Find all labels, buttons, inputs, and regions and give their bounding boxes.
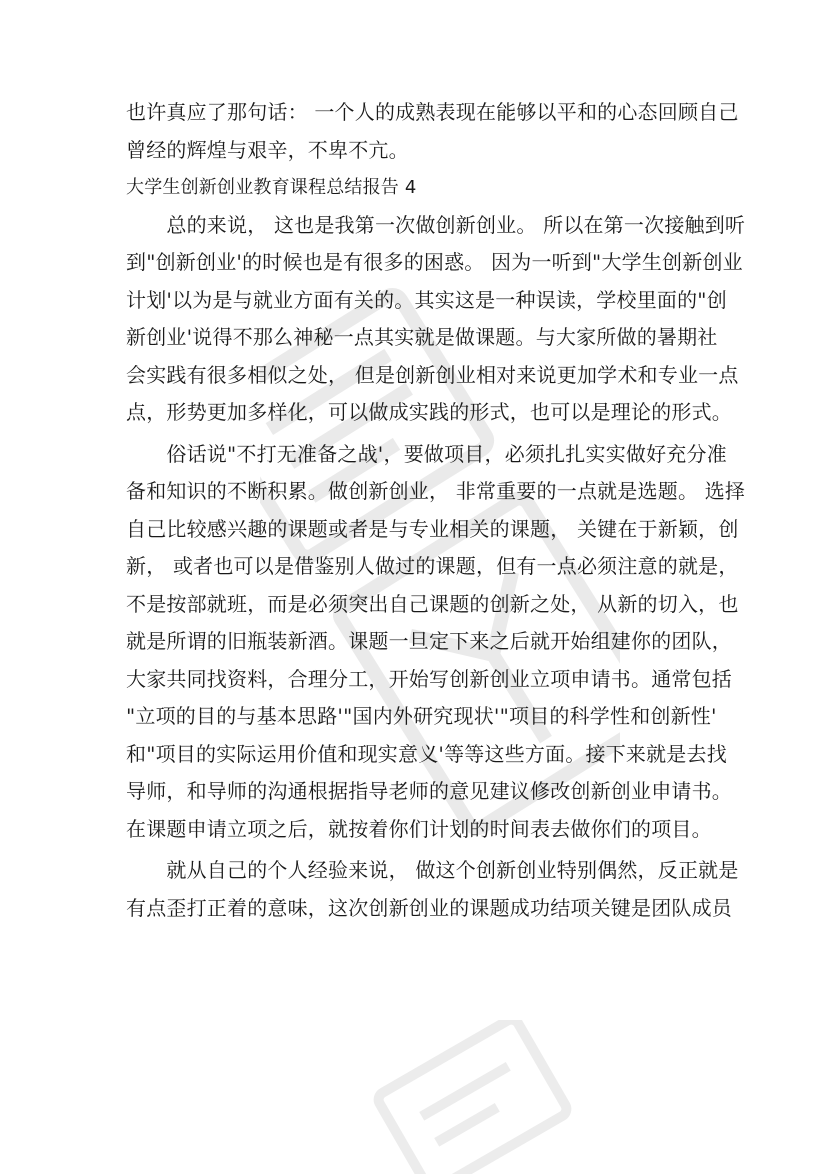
text-line: 备和知识的不断积累。做创新创业， 非常重要的一点就是选题。 选择: [126, 479, 746, 503]
text-line: 不是按部就班，而是必须突出自己课题的创新之处， 从新的切入，也: [126, 591, 739, 616]
paragraph-1: [126, 207, 746, 432]
text-line: 到"创新创业'的时候也是有很多的困惑。 因为一听到"大学生创新创业: [126, 250, 743, 274]
paragraph-3: [126, 852, 739, 927]
text-line: 总的来说， 这也是我第一次做创新创业。 所以在第一次接触到听: [126, 212, 746, 237]
text-line: 导师，和导师的沟通根据指导老师的意见建议修改创新创业申请书。: [126, 779, 732, 803]
document-body: [126, 94, 746, 927]
section-heading: 大学生创新创业教育课程总结报告 4: [126, 177, 417, 198]
text-line: 俗话说"不打无准备之战'，要做项目，必须扎扎实实做好充分准: [126, 441, 727, 466]
text-line: "立项的目的与基本思路'"国内外研究现状'"项目的科学性和创新性': [126, 704, 717, 728]
text-line: 曾经的辉煌与艰辛，不卑不亢。: [126, 137, 409, 162]
paragraph-2: [126, 436, 746, 849]
text-line: 在课题申请立项之后，就按着你们计划的时间表去做你们的项目。: [126, 816, 712, 841]
intro-paragraph: [126, 94, 739, 169]
text-line: 大家共同找资料，合理分工，开始写创新创业立项申请书。通常包括: [126, 666, 732, 691]
text-line: 点，形势更加多样化，可以做成实践的形式，也可以是理论的形式。: [126, 400, 732, 424]
text-line: 会实践有很多相似之处， 但是创新创业相对来说更加学术和专业一点: [126, 362, 739, 387]
text-line: 新， 或者也可以是借鉴别人做过的课题，但有一点必须注意的就是，: [126, 554, 739, 578]
text-line: 也许真应了那句话： 一个人的成熟表现在能够以平和的心态回顾自己: [126, 100, 739, 124]
text-line: 就是所谓的旧瓶装新酒。课题一旦定下来之后就开始组建你的团队，: [126, 629, 732, 653]
text-line: 自己比较感兴趣的课题或者是与专业相关的课题， 关键在于新颖，创: [126, 516, 739, 541]
text-line: 有点歪打正着的意味，这次创新创业的课题成功结项关键是团队成员: [126, 895, 732, 920]
text-line: 新创业'说得不那么神秘一点其实就是做课题。与大家所做的暑期社: [126, 325, 718, 349]
text-line: 就从自己的个人经验来说， 做这个创新创业特别偶然，反正就是: [126, 858, 739, 882]
text-line: 和"项目的实际运用价值和现实意义'等等这些方面。接下来就是去找: [126, 741, 727, 766]
watermark-corner-icon: [360, 1020, 580, 1174]
text-line: 计划'以为是与就业方面有关的。其实这是一种误读，学校里面的"创: [126, 287, 727, 312]
